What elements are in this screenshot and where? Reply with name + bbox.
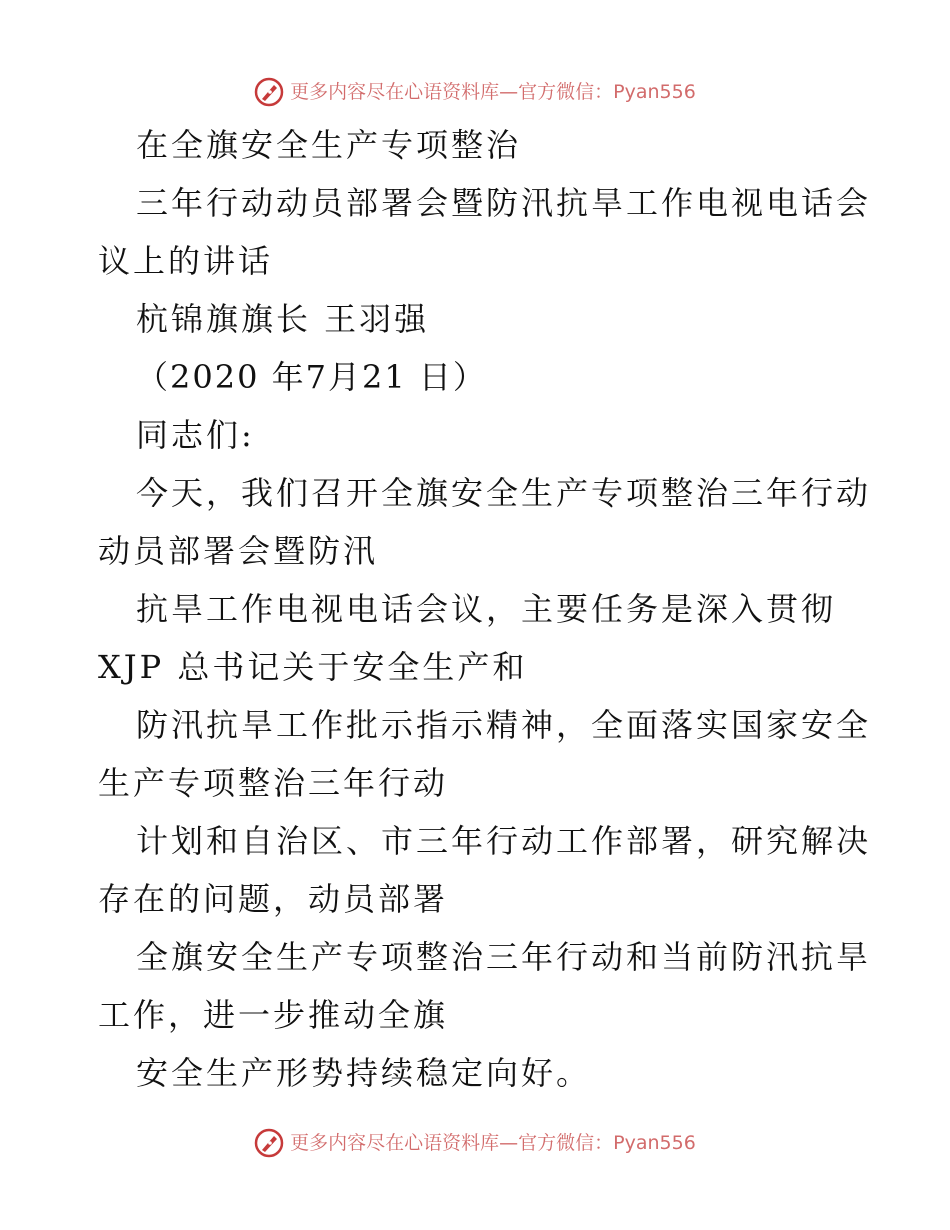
watermark-banner-bottom [0, 1128, 950, 1158]
watermark-text: 更多内容尽在心语资料库—官方微信：Pyan556 [290, 1132, 696, 1154]
paragraph-line: 全旗安全生产专项整治三年行动和当前防汛抗旱 [136, 938, 872, 976]
salutation: 同志们: [136, 416, 255, 454]
paragraph-line: 安全生产形势持续稳定向好。 [136, 1054, 592, 1092]
title-line-1: 在全旗安全生产专项整治 [136, 126, 522, 164]
paragraph-line: 生产专项整治三年行动 [98, 764, 449, 802]
title-line-2: 三年行动动员部署会暨防汛抗旱工作电视电话会 [136, 184, 872, 222]
paragraph-line: 今天，我们召开全旗安全生产专项整治三年行动 [136, 474, 872, 512]
paragraph-line: 抗旱工作电视电话会议，主要任务是深入贯彻 [136, 590, 837, 628]
paragraph-line: XJP 总书记关于安全生产和 [98, 648, 528, 686]
red-pen-nib-logo-icon [254, 1128, 284, 1158]
watermark-text: 更多内容尽在心语资料库—官方微信：Pyan556 [290, 81, 696, 103]
paragraph-line: 动员部署会暨防汛 [98, 532, 379, 570]
paragraph-line: 存在的问题，动员部署 [98, 880, 449, 918]
red-pen-nib-logo-icon [254, 77, 284, 107]
speaker-line: 杭锦旗旗长 王羽强 [136, 300, 430, 338]
watermark-banner-top [0, 77, 950, 107]
paragraph-line: 防汛抗旱工作批示指示精神，全面落实国家安全 [136, 706, 872, 744]
date-line: （2020 年7月21 日） [136, 358, 487, 396]
document-body [98, 116, 898, 1102]
title-line-3: 议上的讲话 [98, 242, 274, 280]
paragraph-line: 计划和自治区、市三年行动工作部署，研究解决 [136, 822, 872, 860]
paragraph-line: 工作，进一步推动全旗 [98, 996, 449, 1034]
